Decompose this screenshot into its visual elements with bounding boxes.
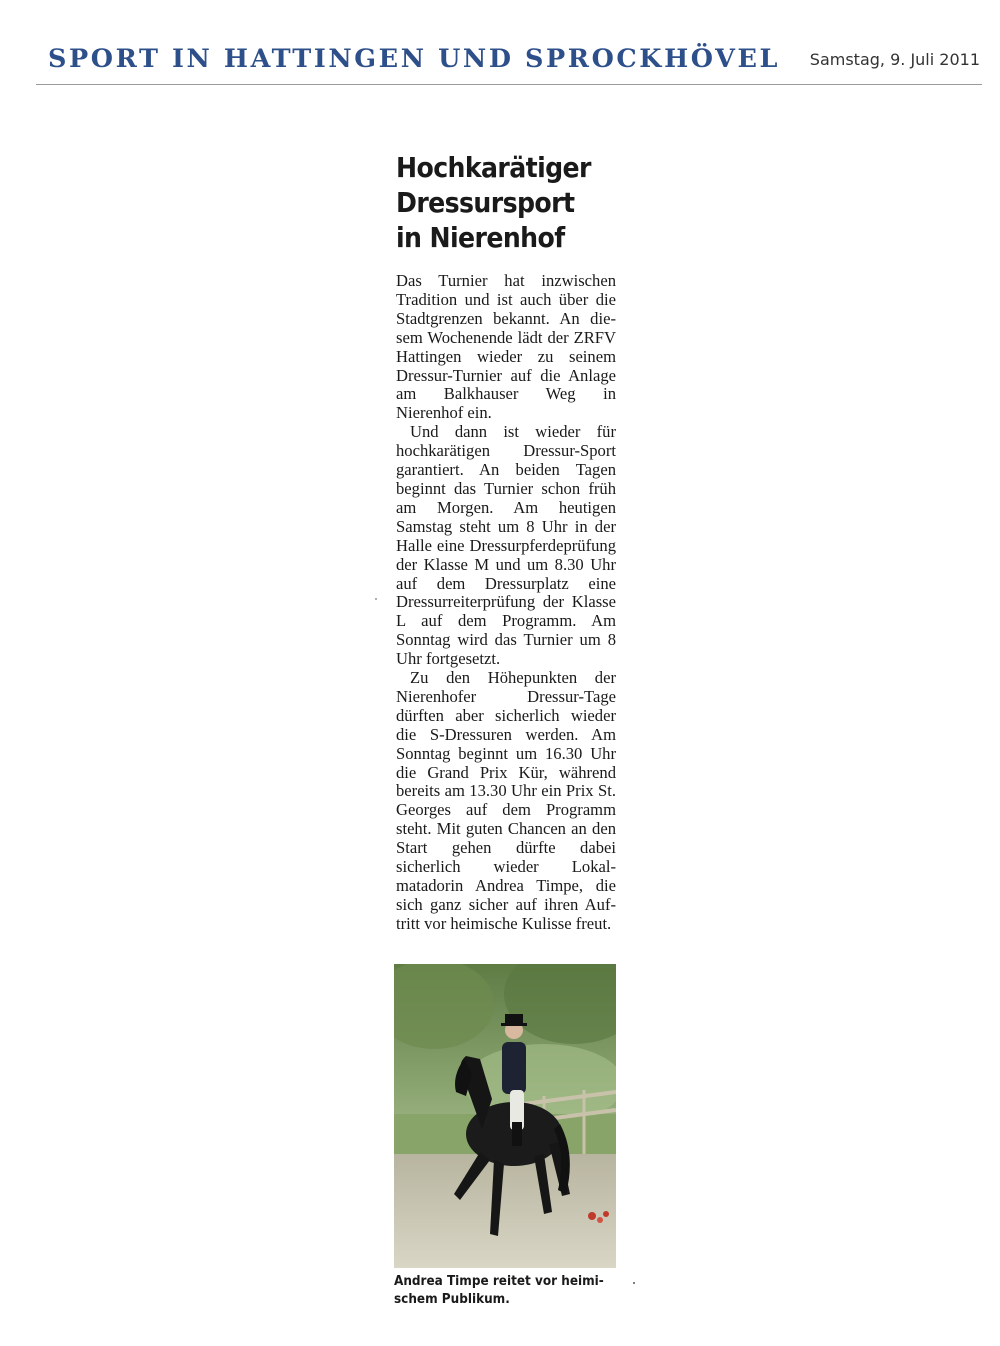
- article-paragraph: Das Turnier hat inzwischen Tradition und ist auch über die Stadtgrenzen bekannt. An diesem Wochenende lädt der ZRFV Hattingen wieder zu seinem Dressur-Turnier auf die Anlage am Balkhauser Weg in Nierenhof ein.: [396, 271, 616, 423]
- section-title: SPORT IN HATTINGEN UND SPROCKHÖVEL: [48, 44, 781, 74]
- article-paragraph: Und dann ist wieder für hochkarätigen Dressur-Sport garantiert. An beiden Tagen beginnt das Turnier schon früh am Morgen. Am heutigen Samstag steht um 8 Uhr in der Halle eine Dressurpferdeprüfung der Klasse M und um 8.30 Uhr auf dem Dressurplatz eine Dressurreiterprüfung der Klasse L auf dem Programm. Am Sonntag wird das Turnier um 8 Uhr fortgesetzt.: [396, 422, 616, 669]
- article-photo: [394, 964, 616, 1268]
- headline-line: Dressursport: [396, 186, 575, 219]
- article-body: [396, 272, 616, 934]
- header-divider: [36, 84, 982, 85]
- headline-line: Hochkarätiger: [396, 151, 591, 184]
- photo-caption: Andrea Timpe reitet vor heimischem Publikum.: [394, 1274, 604, 1307]
- article-headline: [396, 150, 636, 255]
- scan-speck: [633, 1282, 635, 1284]
- photo-arena-sand: [394, 1154, 616, 1268]
- headline-line: in Nierenhof: [396, 221, 565, 254]
- scan-speck: [375, 598, 377, 600]
- publication-date: Samstag, 9. Juli 2011: [809, 50, 980, 69]
- article-paragraph: Zu den Höhepunkten der Nierenhofer Dressur-Tage dürften aber sicherlich wieder die S-Dressuren werden. Am Sonntag beginnt um 16.30 Uhr die Grand Prix Kür, während bereits am 13.30 Uhr ein Prix St. Georges auf dem Programm steht. Mit guten Chancen an den Start gehen dürfte dabei sicherlich wieder Lokalmatadorin Andrea Timpe, die sich ganz sicher auf ihren Auftritt vor heimische Kulisse freut.: [396, 668, 616, 933]
